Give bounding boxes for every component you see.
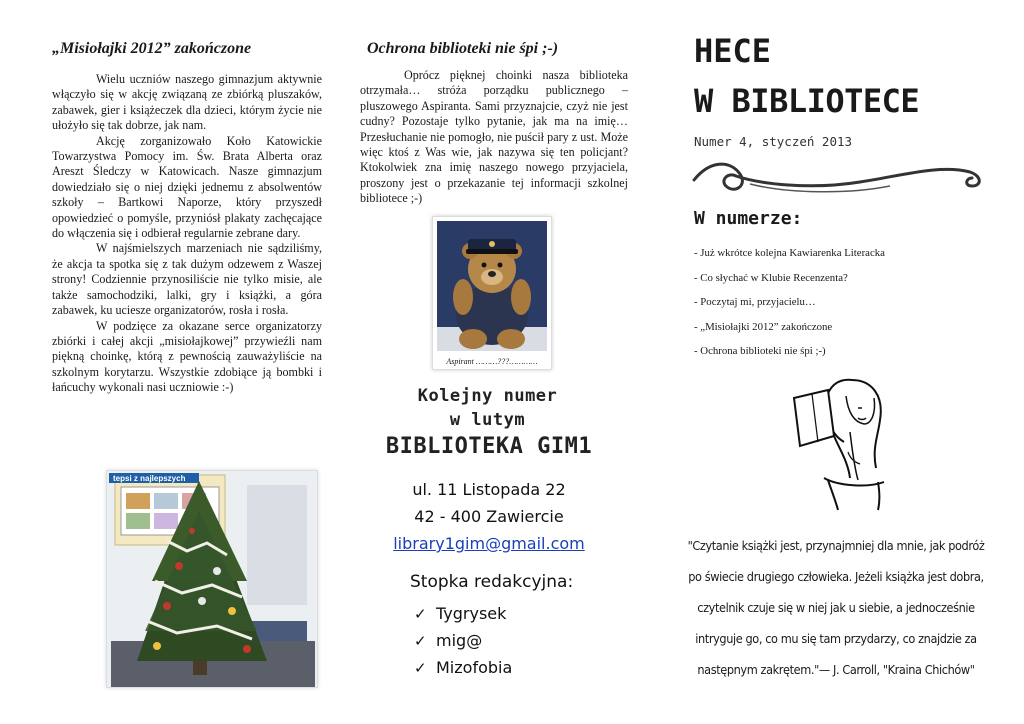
checkmark-icon: ✓ [414, 604, 427, 623]
christmas-tree-photo [106, 470, 318, 688]
reading-quote [666, 530, 1006, 685]
newsletter-title-line-2: W BIBLIOTECE [694, 82, 920, 120]
in-this-issue-heading: W numerze: [694, 208, 803, 229]
article-title-ochrona: Ochrona biblioteki nie śpi ;-) [367, 40, 559, 57]
toc-item[interactable]: - Co słychać w Klubie Recenzenta? [694, 271, 848, 284]
editor-item [414, 627, 512, 654]
teddy-bear-policeman-photo [432, 216, 552, 370]
flourish-divider-icon [690, 150, 990, 200]
toc-item[interactable]: - Ochrona biblioteki nie śpi ;-) [694, 345, 826, 357]
checkmark-icon: ✓ [414, 658, 427, 677]
editor-name: Mizofobia [436, 658, 513, 677]
issue-number: Numer 4, styczeń 2013 [694, 134, 853, 149]
quote-line: następnym zakrętem."— J. Carroll, "Kraina Chichów" [697, 662, 975, 677]
editorial-label: Stopka redakcyjna: [410, 572, 574, 592]
column-ochrona-biblioteki [360, 0, 628, 724]
quote-line: po świecie drugiego człowieka. Jeżeli książka jest dobra, [688, 569, 984, 584]
article-title-misiolajki: „Misiołajki 2012” zakończone [52, 40, 252, 57]
paragraph: Oprócz pięknej choinki nasza biblioteka otrzymała… stróża porządku publicznego – pluszowego Aspiranta. Sami przyznajcie, czyż nie jest cudny? Pozostaje tylko pytanie, jak ma na imię… Przesłuchanie nie pomogło, nie puścił pary z ust. Może więc ktoś z Was wie, jak nazywa się ten policjant? Ktokolwiek zna imię naszego nowego przyjaciela, proszony jest o przekazanie tej informacji szkolnej bibliotece ;-) [360, 68, 628, 206]
column-misiolajki [52, 0, 322, 724]
quote-line: "Czytanie książki jest, przynajmniej dla mnie, jak podróż [687, 538, 985, 553]
article-body-ochrona [360, 68, 628, 207]
editor-list [414, 600, 512, 681]
paragraph: W najśmielszych marzeniach nie sądziliśmy, że akcja ta spotka się z tak dużym odzewem z Waszej strony! Codziennie przynosiliście nie tylko misie, ale także samochodziki, lalki, gry i książki, a góra zabawek, ku uciesze organizatorów, rosła i rosła. [52, 241, 322, 318]
next-issue-line-2: w lutym [449, 410, 526, 430]
quote-line: czytelnik czuje się w niej jak u siebie, a jednocześnie [697, 600, 975, 615]
checkmark-icon: ✓ [414, 631, 427, 650]
address-city: 42 - 400 Zawiercie [414, 507, 564, 526]
photo-caption: Aspirant ………???………… [446, 357, 538, 366]
paragraph: Akcję zorganizowało Koło Katowickie Towarzystwa Pomocy im. Św. Brata Alberta oraz Areszt Śledczy w Katowicach. Nasze gimnazjum dowiedziało się o niej dzięki jednemu z absolwentów szkoły – Bartkowi Naporze, który przyszedł opowiedzieć o pomyśle, przyniósł plakaty zachęcające do włączenia się i odbierał regularnie zebrane dary. [52, 133, 322, 241]
wall-poster-text: tepsi z najlepszych [113, 474, 186, 483]
toc-item[interactable]: - Już wkrótce kolejna Kawiarenka Literacka [694, 247, 885, 259]
table-of-contents [694, 246, 885, 369]
article-body-misiolajki [52, 72, 322, 396]
address-street: ul. 11 Listopada 22 [412, 480, 566, 499]
toc-item[interactable]: - Poczytaj mi, przyjacielu… [694, 296, 816, 308]
column-cover [687, 0, 990, 724]
reading-woman-illustration [788, 372, 898, 512]
library-name: BIBLIOTEKA GIM1 [385, 434, 593, 459]
paragraph: Wielu uczniów naszego gimnazjum aktywnie włączyło się w akcję związaną ze zbiórką pluszaków, zabawek, gier i książeczek dla dzieci, którym życie nie ułożyło się tak dobrze, jak nam. [52, 72, 322, 133]
christmas-tree-illustration [107, 471, 318, 688]
editor-item [414, 654, 512, 681]
editor-name: mig@ [436, 631, 483, 650]
teddy-bear-illustration [433, 217, 551, 355]
editor-item [414, 600, 512, 627]
editor-name: Tygrysek [436, 604, 507, 623]
newsletter-title-line-1: HECE [694, 32, 772, 70]
paragraph: W podzięce za okazane serce organizatorzy zbiórki i całej akcji „misiołajkowej” przywieźli nam piękną choinkę, którą z pewnością zauważyliście na szkolnym korytarzu. Wszystkie zdobiące ją bombki i łańcuchy wykonali nasi uczniowie :-) [52, 318, 322, 395]
toc-item[interactable]: - „Misiołajki 2012” zakończone [694, 320, 833, 333]
quote-line: intryguje go, co mu się tam przydarzy, co znajdzie za [695, 631, 977, 646]
next-issue-line-1: Kolejny numer [417, 386, 558, 406]
email-link[interactable]: library1gim@gmail.com [393, 534, 585, 553]
